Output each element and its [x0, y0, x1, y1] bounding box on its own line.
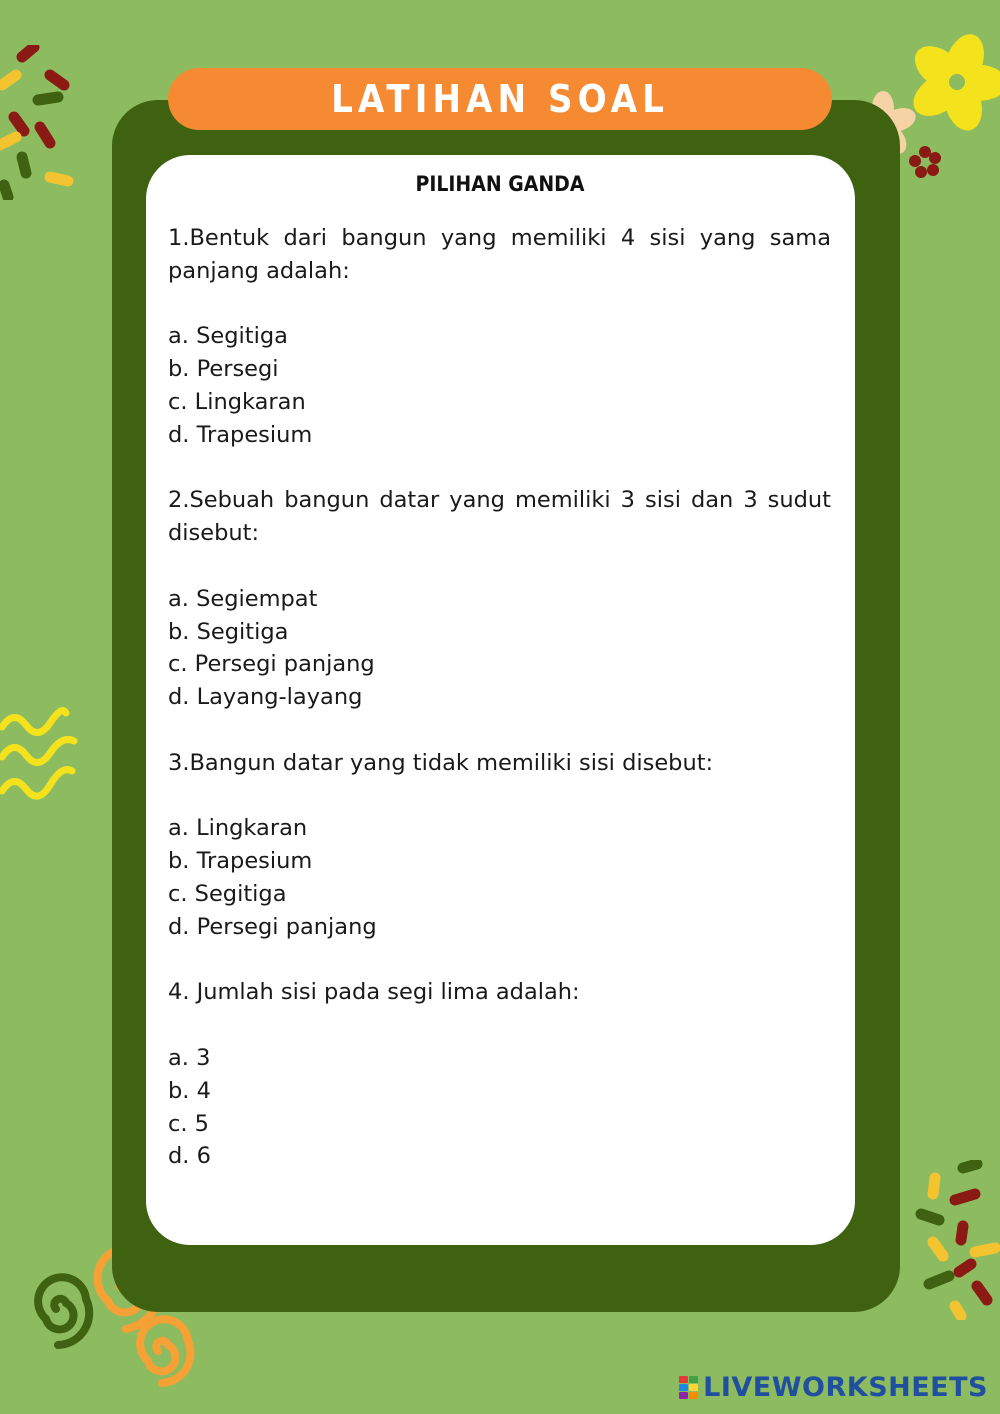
- option-list: [168, 812, 831, 943]
- option-list: [168, 583, 831, 714]
- option-a[interactable]: a. Segitiga: [168, 323, 288, 350]
- wavy-lines-decoration: [0, 705, 80, 805]
- question-item: [168, 222, 831, 452]
- question-text: 1.Bentuk dari bangun yang memiliki 4 sisi yang sama panjang adalah:: [168, 225, 831, 284]
- question-item: [168, 747, 831, 944]
- option-c[interactable]: c. Segitiga: [168, 880, 287, 907]
- question-item: [168, 976, 831, 1173]
- sprinkles-bottom-right-decoration: [915, 1160, 1000, 1320]
- question-text: 4. Jumlah sisi pada segi lima adalah:: [168, 979, 580, 1006]
- option-c[interactable]: c. Lingkaran: [168, 388, 306, 415]
- option-list: [168, 1042, 831, 1173]
- liveworksheets-watermark[interactable]: [679, 1372, 988, 1403]
- watermark-text: LIVEWORKSHEETS: [703, 1372, 988, 1403]
- page-title: LATIHAN SOAL: [331, 77, 669, 121]
- section-title: PILIHAN GANDA: [415, 172, 585, 196]
- question-text: 2.Sebuah bangun datar yang memiliki 3 sisi dan 3 sudut disebut:: [168, 487, 831, 547]
- title-banner: [168, 68, 832, 130]
- option-a[interactable]: a. 3: [168, 1044, 211, 1071]
- option-d[interactable]: d. Trapesium: [168, 421, 313, 448]
- option-c[interactable]: c. Persegi panjang: [168, 651, 375, 678]
- option-a[interactable]: a. Lingkaran: [168, 815, 308, 842]
- option-a[interactable]: a. Segiempat: [168, 585, 318, 612]
- option-b[interactable]: b. 4: [168, 1077, 211, 1104]
- option-b[interactable]: b. Segitiga: [168, 618, 289, 645]
- question-text: 3.Bangun datar yang tidak memiliki sisi disebut:: [168, 749, 714, 776]
- option-d[interactable]: d. 6: [168, 1143, 211, 1170]
- option-b[interactable]: b. Trapesium: [168, 848, 313, 875]
- liveworksheets-logo-icon: [679, 1376, 699, 1400]
- option-list: [168, 320, 831, 451]
- question-list: [168, 222, 831, 1206]
- option-c[interactable]: c. 5: [168, 1110, 209, 1137]
- option-d[interactable]: d. Persegi panjang: [168, 913, 377, 940]
- option-b[interactable]: b. Persegi: [168, 356, 279, 383]
- question-item: [168, 484, 831, 714]
- option-d[interactable]: d. Layang-layang: [168, 684, 363, 711]
